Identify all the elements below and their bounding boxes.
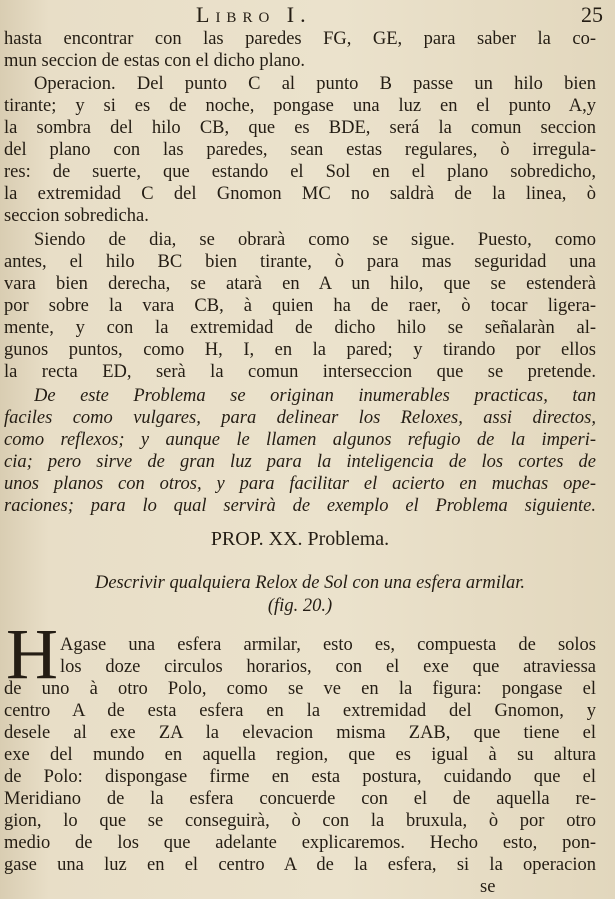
text-line: por sobre la vara CB, à quien ha de raer, ò tocar ligera-	[4, 296, 596, 316]
text-line: tirante; y si es de noche, pongase una luz en el punto A,y	[4, 96, 596, 116]
text-line: mun seccion de estas con el dicho plano.	[4, 51, 306, 71]
catchword: se	[480, 877, 496, 897]
figure-reference: (fig. 20.)	[267, 596, 333, 616]
text-line: Siendo de dia, se obrarà como se sigue. Puesto, como	[34, 230, 596, 250]
text-line: la extremidad C del Gnomon MC no saldrà de la linea, ò	[4, 184, 596, 204]
text-line: desele al exe ZA la elevacion misma ZAB, que tiene el	[4, 723, 596, 743]
italic-line: faciles como vulgares, para delinear los Reloxes, assi directos,	[4, 408, 596, 428]
problem-title: Descrivir qualquiera Relox de Sol con una esfera armilar.	[94, 573, 526, 593]
text-line: seccion sobredicha.	[4, 206, 149, 226]
text-line: la recta ED, serà la comun interseccion que se pretende.	[4, 362, 596, 382]
text-line: Operacion. Del punto C al punto B passe un hilo bien	[34, 74, 596, 94]
page-number: 25	[581, 2, 603, 27]
text-line: de Polo: dispongase firme en esta postura, cuidando que el	[4, 767, 596, 787]
text-line: res: de suerte, que estando el Sol en el plano sobredicho,	[4, 162, 596, 182]
italic-line: cia; pero sirve de gran luz para la inteligencia de los cortes de	[4, 452, 596, 472]
italic-line: unos planos con otros, y para facilitar el acierto en muchas ope-	[4, 474, 596, 494]
text-line: la sombra del hilo CB, que es BDE, será la comun seccion	[4, 118, 596, 138]
text-line: mente, y con la extremidad de dicho hilo se señalaràn al-	[4, 318, 596, 338]
running-header	[0, 2, 615, 26]
text-line: Meridiano de la esfera concuerde con el de aquella re-	[4, 789, 596, 809]
text-line: de uno à otro Polo, como se ve en la figura: pongase el	[4, 679, 596, 699]
italic-line: raciones; para lo qual servirà de exemplo el Problema siguiente.	[4, 496, 596, 516]
text-line: gase una luz en el centro A de la esfera, si la operacion	[4, 855, 596, 875]
text-line: gion, lo que se conseguirà, ò con la bruxula, ò por otro	[4, 811, 596, 831]
text-line: hasta encontrar con las paredes FG, GE, para saber la co-	[4, 29, 596, 49]
text-line: Agase una esfera armilar, esto es, compuesta de solos	[60, 635, 596, 655]
text-line: antes, el hilo BC bien tirante, ò para mas seguridad una	[4, 252, 596, 272]
text-line: vara bien derecha, se atarà en A un hilo, que se estenderà	[4, 274, 596, 294]
text-line: exe del mundo en aquella region, que es igual à su altura	[4, 745, 596, 765]
proposition-heading: PROP. XX. Problema.	[210, 528, 390, 550]
italic-line: De este Problema se originan inumerables practicas, tan	[34, 386, 596, 406]
italic-line: como reflexos; y aunque le llamen algunos refugio de la imperi-	[4, 430, 596, 450]
drop-cap: H	[6, 614, 58, 694]
text-line: medio de los que adelante explicaremos. Hecho esto, pon-	[4, 833, 596, 853]
text-line: del plano con las paredes, sean estas regulares, ò irregula-	[4, 140, 596, 160]
text-line: centro A de esta esfera en la extremidad del Gnomon, y	[4, 701, 596, 721]
running-title: Libro I.	[196, 2, 312, 27]
text-line: gunos puntos, como H, I, en la pared; y tirando por ellos	[4, 340, 596, 360]
text-line: los doze circulos horarios, con el exe que atraviessa	[60, 657, 596, 677]
